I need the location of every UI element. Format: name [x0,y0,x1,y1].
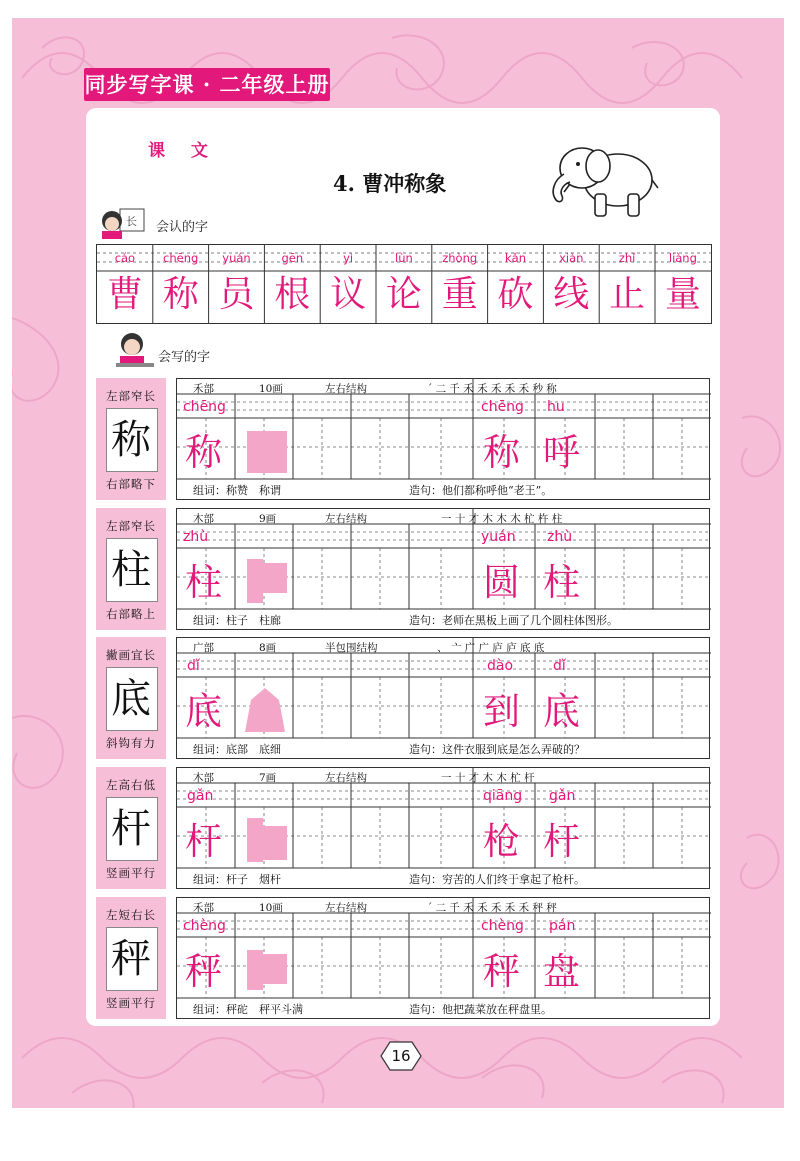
word-pinyin-2: zhù [547,529,573,545]
model-char-panel [96,767,166,889]
word-char-2: 盘 [543,950,580,993]
practice-pinyin: chèng [183,918,226,934]
recognize-cell: cáo 曹 [106,251,143,315]
structure: 半包围结构 [325,642,378,654]
practice-area [176,897,710,1019]
section-title-recognize: 会认的字 [156,220,209,235]
write-row [96,378,710,500]
model-char: 秤 [111,936,151,982]
model-char-panel [96,508,166,630]
practice-char: 秤 [185,950,222,993]
word-pinyin-1: yuán [481,529,516,545]
word-pinyin-1: chēng [481,399,524,415]
word-pinyin-1: dào [487,658,514,674]
writing-tip-bottom: 右部略下 [106,477,156,491]
model-char: 杆 [111,806,151,852]
writing-tip-bottom: 竖画平行 [106,866,156,880]
elephant-illustration [540,128,660,223]
write-row [96,897,710,1019]
section-title-write: 会写的字 [158,350,211,365]
word-pinyin-1: qiāng [483,788,523,804]
recognize-cell: gēn 根 [274,251,311,315]
word-char-1: 秤 [483,950,520,993]
writing-child-icon [114,330,158,370]
word-char-2: 柱 [543,561,580,604]
stroke-count: 10画 [259,902,283,914]
write-row [96,508,710,630]
recognize-chars-table [96,244,712,324]
stroke-order: ˊ 二 千 禾 禾 禾 禾 禾 秒 称 [427,383,557,395]
svg-text:长: 长 [126,215,137,228]
word-char-2: 底 [543,690,580,733]
stroke-order: 一 十 才 木 木 木 杧 杵 柱 [441,513,563,525]
lesson-title: 4. 曹冲称象 [333,171,447,196]
writing-tip-top: 撇画宜长 [106,648,156,662]
model-char: 底 [111,676,151,722]
structure: 左右结构 [325,383,367,395]
radical: 禾部 [193,383,214,395]
example-sentence: 造句：他们都称呼他“老王”。 [409,484,553,497]
word-examples: 组词：底部 底细 [193,743,281,756]
word-pinyin-2: pán [549,918,576,934]
structure: 左右结构 [325,902,367,914]
word-examples: 组词：柱子 柱廊 [193,614,281,627]
model-char: 柱 [111,547,151,593]
recognize-cell: zhòng 重 [441,251,478,315]
recognize-cell: yuán 员 [218,251,255,315]
model-char-panel [96,378,166,500]
practice-char: 底 [185,690,222,733]
word-pinyin-2: gǎn [549,788,576,804]
model-char: 称 [111,417,151,463]
writing-tip-bottom: 斜钩有力 [106,736,156,750]
stroke-count: 8画 [259,642,277,654]
recognize-cell: xiàn 线 [553,251,590,315]
write-row [96,767,710,889]
word-examples: 组词：称赞 称谓 [193,484,281,497]
radical: 禾部 [193,902,214,914]
writing-tip-top: 左高右低 [106,778,156,792]
word-char-2: 杆 [543,820,580,863]
stroke-count: 7画 [259,772,277,784]
book-series-title: 同步写字课 · 二年级上册 [84,68,330,101]
word-pinyin-2: hu [547,399,565,415]
word-char-2: 呼 [543,431,580,474]
example-sentence: 造句：这件衣服到底是怎么弄破的？ [409,743,585,756]
stroke-order: ˊ 二 千 禾 禾 禾 禾 禾 秤 秤 [427,902,557,914]
model-char-panel [96,637,166,759]
reading-child-icon [98,205,154,241]
practice-pinyin: dǐ [187,658,200,674]
word-char-1: 圆 [483,561,520,604]
stroke-order: 一 十 才 木 木 杧 杆 [441,772,535,784]
word-examples: 组词：杆子 烟杆 [193,873,281,886]
structure: 左右结构 [325,513,367,525]
recognize-cell: chēng 称 [162,251,199,315]
example-sentence: 造句：穷苦的人们终于拿起了枪杆。 [409,873,585,886]
recognize-cell: lùn 论 [385,251,422,315]
practice-area [176,378,710,500]
writing-tip-bottom: 右部略上 [106,607,156,621]
practice-char: 杆 [185,820,222,863]
word-char-1: 枪 [483,820,520,863]
practice-area [176,508,710,630]
stroke-order: 、 亠 广 广 庐 庐 底 底 [437,642,545,654]
page-number: 16 [391,1047,411,1065]
practice-area [176,767,710,889]
practice-area [176,637,710,759]
word-char-1: 到 [483,690,520,733]
practice-pinyin: zhù [183,529,209,545]
recognize-cell: liàng 量 [664,251,701,315]
recognize-cell: yì 议 [330,251,367,315]
stroke-count: 10画 [259,383,283,395]
radical: 木部 [193,513,214,525]
word-pinyin-1: chèng [481,918,524,934]
stroke-count: 9画 [259,513,277,525]
lesson-tag: 课 文 [148,141,218,161]
radical: 木部 [193,772,214,784]
practice-pinyin: gǎn [187,788,214,804]
writing-tip-top: 左部窄长 [106,519,156,533]
recognize-grid-lines [97,245,711,323]
writing-tip-top: 左部窄长 [106,389,156,403]
practice-pinyin: chēng [183,399,226,415]
recognize-cell: kǎn 砍 [497,251,534,315]
practice-char: 称 [185,431,222,474]
example-sentence: 造句：老师在黑板上画了几个圆柱体图形。 [409,614,618,627]
example-sentence: 造句：他把蔬菜放在秤盘里。 [409,1003,552,1016]
recognize-cell: zhǐ 止 [609,251,646,315]
word-examples: 组词：秤砣 秤平斗满 [193,1003,303,1016]
write-row [96,637,710,759]
writing-tip-bottom: 竖画平行 [106,996,156,1010]
model-char-panel [96,897,166,1019]
writing-tip-top: 左短右长 [106,908,156,922]
word-char-1: 称 [483,431,520,474]
word-pinyin-2: dǐ [553,658,566,674]
structure: 左右结构 [325,772,367,784]
radical: 广部 [193,642,214,654]
practice-char: 柱 [185,561,222,604]
